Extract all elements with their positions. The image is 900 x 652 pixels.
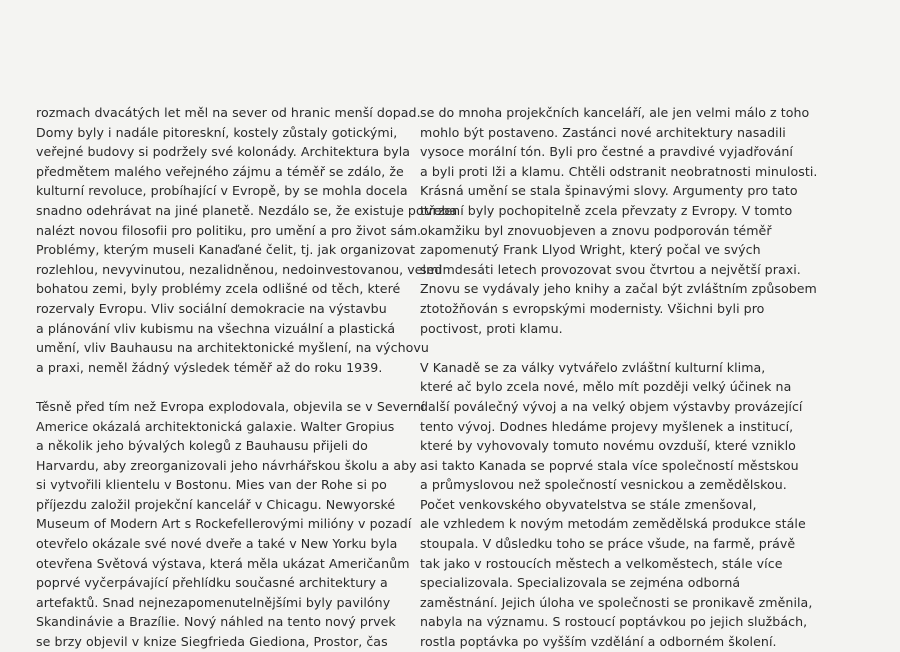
- text-line: zaměstnání. Jejich úloha ve společnosti se pronikavě změnila,: [420, 594, 813, 610]
- text-line: rozervaly Evropu. Vliv sociální demokracie na výstavbu: [36, 300, 387, 316]
- text-line: mohlo být postaveno. Zastánci nové architektury nasadili: [420, 124, 786, 140]
- text-line: a průmyslovou než společností vesnickou a zemědělskou.: [420, 477, 787, 493]
- text-line: tak jako v rostoucích městech a velkoměstech, stále více: [420, 555, 783, 571]
- text-line: tento vývoj. Dodnes hledáme projevy myšlenek a institucí,: [420, 418, 794, 434]
- text-line: další poválečný vývoj a na velký objem výstavby provázející: [420, 398, 803, 414]
- text-line: ale vzhledem k novým metodám zemědělská produkce stále: [420, 516, 806, 532]
- text-line: otevřena Světová výstava, která měla ukázat Američanům: [36, 555, 410, 571]
- text-line: Znovu se vydávaly jeho knihy a začal být zvláštním způsobem: [420, 281, 817, 297]
- text-line: Americe okázalá architektonická galaxie. Walter Gropius: [36, 418, 395, 434]
- text-line: a byli proti lži a klamu. Chtěli odstranit neobratnosti minulosti.: [420, 163, 818, 179]
- text-line: Počet venkovského obyvatelstva se stále zmenšoval,: [420, 496, 757, 512]
- text-line: se brzy objevil v knize Siegfrieda Giediona, Prostor, čas: [36, 634, 388, 650]
- text-line: si vytvořili klientelu v Bostonu. Mies van der Rohe si po: [36, 477, 387, 493]
- text-line: asi takto Kanada se poprvé stala více společností městskou: [420, 457, 799, 473]
- text-line: a několik jeho bývalých kolegů z Bauhausu přijeli do: [36, 438, 368, 454]
- text-line: nabyla na významu. S rostoucí poptávkou po jejich službách,: [420, 614, 808, 630]
- text-line: se do mnoha projekčních kanceláří, ale jen velmi málo z toho: [420, 105, 810, 120]
- paragraph: [36, 397, 425, 652]
- text-line: okamžiku byl znovuobjeven a znovu podporován téměř: [420, 222, 772, 238]
- text-line: snadno odehrávat na jiné planetě. Nezdálo se, že existuje potřeba: [36, 202, 458, 218]
- text-line: Museum of Modern Art s Rockefellerovými milióny v pozadí: [36, 516, 412, 532]
- text-line: příjezdu založil projekční kancelář v Chicagu. Newyorské: [36, 496, 396, 512]
- text-line: rostla poptávka po vyšším vzdělání a odborném školení.: [420, 634, 777, 650]
- paragraph: [420, 358, 813, 652]
- left-column: [36, 103, 458, 652]
- text-line: Skandinávie a Brazílie. Nový náhled na tento nový prvek: [36, 614, 396, 630]
- text-line: otevřelo okázale své nové dveře a také v New Yorku byla: [36, 536, 398, 552]
- text-line: poctivost, proti klamu.: [420, 320, 563, 336]
- paragraph: [420, 103, 818, 338]
- text-line: předmětem malého veřejného zájmu a téměř se zdálo, že: [36, 163, 404, 179]
- text-line: Domy byly i nadále pitoreskní, kostely zůstaly gotickými,: [36, 124, 398, 140]
- text-line: poprvé vyčerpávající přehlídku současné architektury a: [36, 575, 388, 591]
- text-line: rozlehlou, nevyvinutou, nezalidněnou, nedoinvestovanou, velmi: [36, 261, 442, 277]
- text-line: V Kanadě se za války vytvářelo zvláštní kulturní klima,: [420, 359, 766, 375]
- text-line: Krásná umění se stala špinavými slovy. Argumenty pro tato: [420, 183, 798, 199]
- text-line: Problémy, kterým museli Kanaďané čelit, tj. jak organizovat: [36, 242, 416, 258]
- text-line: nalézt novou filosofii pro politiku, pro umění a pro život sám.: [36, 222, 422, 238]
- text-line: které ač bylo zcela nové, mělo mít později velký účinek na: [420, 379, 792, 395]
- text-line: Harvardu, aby zreorganizovali jeho návrhářskou školu a aby: [36, 457, 417, 473]
- text-line: umění, vliv Bauhausu na architektonické myšlení, na výchovu: [36, 340, 429, 356]
- paragraph: [36, 103, 458, 377]
- text-line: tvrzení byly pochopitelně zcela převzaty z Evropy. V tomto: [420, 202, 793, 218]
- text-line: artefaktů. Snad nejnezapomenutelnějšími byly pavilóny: [36, 594, 391, 610]
- text-line: a plánování vliv kubismu na všechna vizuální a plastická: [36, 320, 396, 336]
- text-line: a praxi, neměl žádný výsledek téměř až do roku 1939.: [36, 359, 383, 375]
- text-line: zapomenutý Frank Llyod Wright, který počal ve svých: [420, 242, 761, 258]
- text-line: bohatou zemi, byly problémy zcela odlišné od těch, které: [36, 281, 401, 297]
- text-line: specializovala. Specializovala se zejména odborná: [420, 575, 741, 591]
- right-column: [420, 103, 818, 652]
- text-line: ztotožňován s evropskými modernisty. Všichni byli pro: [420, 300, 765, 316]
- text-line: které by vyhovovaly tomuto novému ovzduší, které vzniklo: [420, 438, 796, 454]
- text-line: sedmdesáti letech provozovat svou čtvrtou a největší praxi.: [420, 261, 801, 277]
- text-line: kulturní revoluce, probíhající v Evropě, by se mohla docela: [36, 183, 408, 199]
- text-line: stoupala. V důsledku toho se práce všude, na farmě, právě: [420, 536, 796, 552]
- text-line: vysoce morální tón. Byli pro čestné a pravdivé vyjadřování: [420, 144, 793, 160]
- text-line: Těsně před tím než Evropa explodovala, objevila se v Severní: [36, 398, 425, 414]
- text-line: rozmach dvacátých let měl na sever od hranic menší dopad.: [36, 105, 421, 120]
- text-line: veřejné budovy si podržely své kolonády. Architektura byla: [36, 144, 411, 160]
